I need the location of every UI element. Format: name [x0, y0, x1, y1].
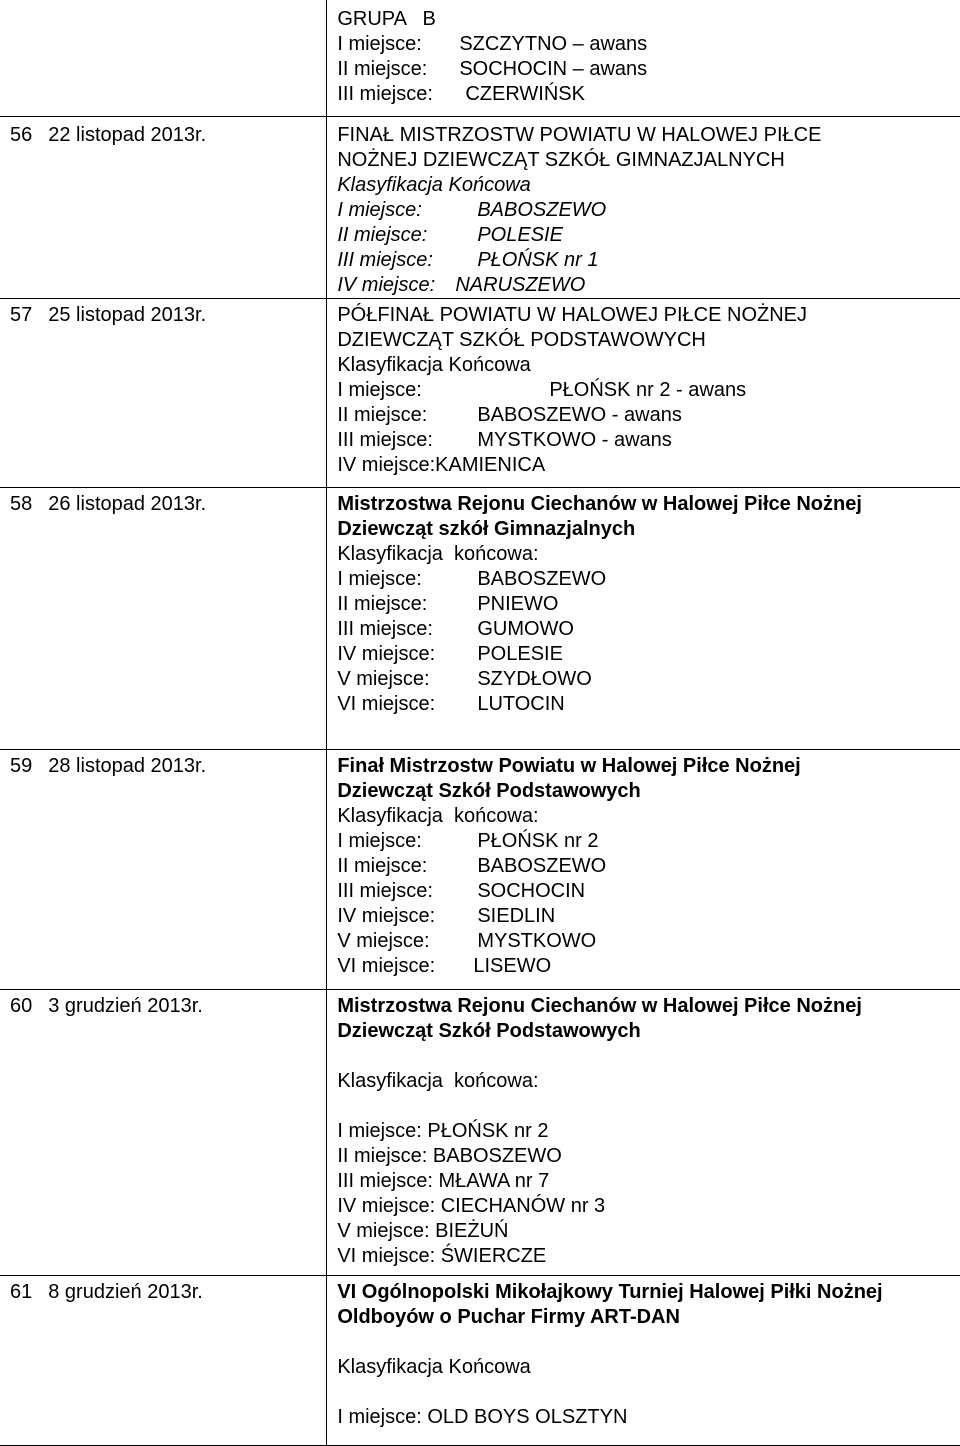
classification-label: Klasyfikacja końcowa:: [337, 805, 539, 827]
place-row: I miejsce: PŁOŃSK nr 2: [337, 1120, 549, 1142]
event-title: Mistrzostwa Rejonu Ciechanów w Halowej Piłce Nożnej: [337, 995, 862, 1017]
place-row: VI miejsce: LISEWO: [337, 955, 552, 977]
event-date: 26 listopad 2013r.: [48, 493, 207, 515]
place-row: II miejsce: BABOSZEWO - awans: [337, 404, 682, 426]
event-row-61: [0, 1276, 960, 1446]
place-row: III miejsce: MYSTKOWO - awans: [337, 429, 672, 451]
place-row: IV miejsce: CIECHANÓW nr 3: [337, 1195, 606, 1217]
event-title: FINAŁ MISTRZOSTW POWIATU W HALOWEJ PIŁCE: [337, 124, 822, 146]
event-row-58: [0, 488, 960, 750]
event-date: 22 listopad 2013r.: [48, 124, 207, 146]
event-title: Mistrzostwa Rejonu Ciechanów w Halowej Piłce Nożnej: [337, 493, 862, 515]
place-row: I miejsce: PŁOŃSK nr 2: [337, 830, 599, 852]
place-row: II miejsce: BABOSZEWO: [337, 855, 607, 877]
classification-label: Klasyfikacja Końcowa: [337, 174, 531, 196]
classification-label: Klasyfikacja końcowa:: [337, 543, 539, 565]
group-title: GRUPA B: [337, 8, 436, 30]
event-number: 61: [10, 1281, 33, 1303]
place-row: IV miejsce: POLESIE: [337, 643, 563, 665]
grupa-cell: [327, 0, 960, 117]
event-number: 56: [10, 124, 33, 146]
place-row: IV miejsce: NARUSZEWO: [337, 274, 586, 296]
place-row: III miejsce: GUMOWO: [337, 618, 574, 640]
place-row: I miejsce: BABOSZEWO: [337, 199, 607, 221]
place-row: I miejsce: SZCZYTNO – awans: [337, 33, 648, 55]
event-title: Dziewcząt Szkół Podstawowych: [337, 780, 641, 802]
place-row: I miejsce: PŁOŃSK nr 2 - awans: [337, 379, 747, 401]
place-row: V miejsce: MYSTKOWO: [337, 930, 597, 952]
event-date: 8 grudzień 2013r.: [48, 1281, 203, 1303]
event-row-57: [0, 299, 960, 488]
place-row: V miejsce: SZYDŁOWO: [337, 668, 592, 690]
place-row: III miejsce: PŁOŃSK nr 1: [337, 249, 599, 271]
place-row: III miejsce: CZERWIŃSK: [337, 83, 585, 105]
event-title: NOŻNEJ DZIEWCZĄT SZKÓŁ GIMNAZJALNYCH: [337, 149, 785, 171]
place-row: II miejsce: SOCHOCIN – awans: [337, 58, 648, 80]
event-date: 25 listopad 2013r.: [48, 304, 207, 326]
event-title: Oldboyów o Puchar Firmy ART-DAN: [337, 1306, 680, 1328]
event-title: Finał Mistrzostw Powiatu w Halowej Piłce Nożnej: [337, 755, 801, 777]
event-number: 57: [10, 304, 33, 326]
event-title: Dziewcząt Szkół Podstawowych: [337, 1020, 641, 1042]
place-row: I miejsce: OLD BOYS OLSZTYN: [337, 1406, 628, 1428]
classification-label: Klasyfikacja końcowa:: [337, 1070, 539, 1092]
place-row: III miejsce: SOCHOCIN: [337, 880, 586, 902]
event-title: Dziewcząt szkół Gimnazjalnych: [337, 518, 636, 540]
event-date: 28 listopad 2013r.: [48, 755, 207, 777]
event-number: 60: [10, 995, 33, 1017]
place-row: IV miejsce: SIEDLIN: [337, 905, 556, 927]
event-number: 58: [10, 493, 33, 515]
event-title: VI Ogólnopolski Mikołajkowy Turniej Halowej Piłki Nożnej: [337, 1281, 883, 1303]
event-title: PÓŁFINAŁ POWIATU W HALOWEJ PIŁCE NOŻNEJ: [337, 304, 808, 326]
event-date: 3 grudzień 2013r.: [48, 995, 203, 1017]
classification-label: Klasyfikacja Końcowa: [337, 1356, 531, 1378]
event-number: 59: [10, 755, 33, 777]
place-row: I miejsce: BABOSZEWO: [337, 568, 607, 590]
place-row: IV miejsce:KAMIENICA: [337, 454, 546, 476]
place-row: II miejsce: POLESIE: [337, 224, 563, 246]
place-row: III miejsce: MŁAWA nr 7: [337, 1170, 550, 1192]
place-row: II miejsce: BABOSZEWO: [337, 1145, 562, 1167]
place-row: VI miejsce: ŚWIERCZE: [337, 1245, 547, 1267]
event-title: DZIEWCZĄT SZKÓŁ PODSTAWOWYCH: [337, 329, 706, 351]
place-row: V miejsce: BIEŻUŃ: [337, 1220, 509, 1242]
place-row: VI miejsce: LUTOCIN: [337, 693, 565, 715]
event-row-59: [0, 750, 960, 990]
row-grupa-b: [0, 0, 960, 117]
event-row-60: [0, 990, 960, 1276]
classification-label: Klasyfikacja Końcowa: [337, 354, 531, 376]
place-row: II miejsce: PNIEWO: [337, 593, 559, 615]
event-row-56: [0, 117, 960, 299]
